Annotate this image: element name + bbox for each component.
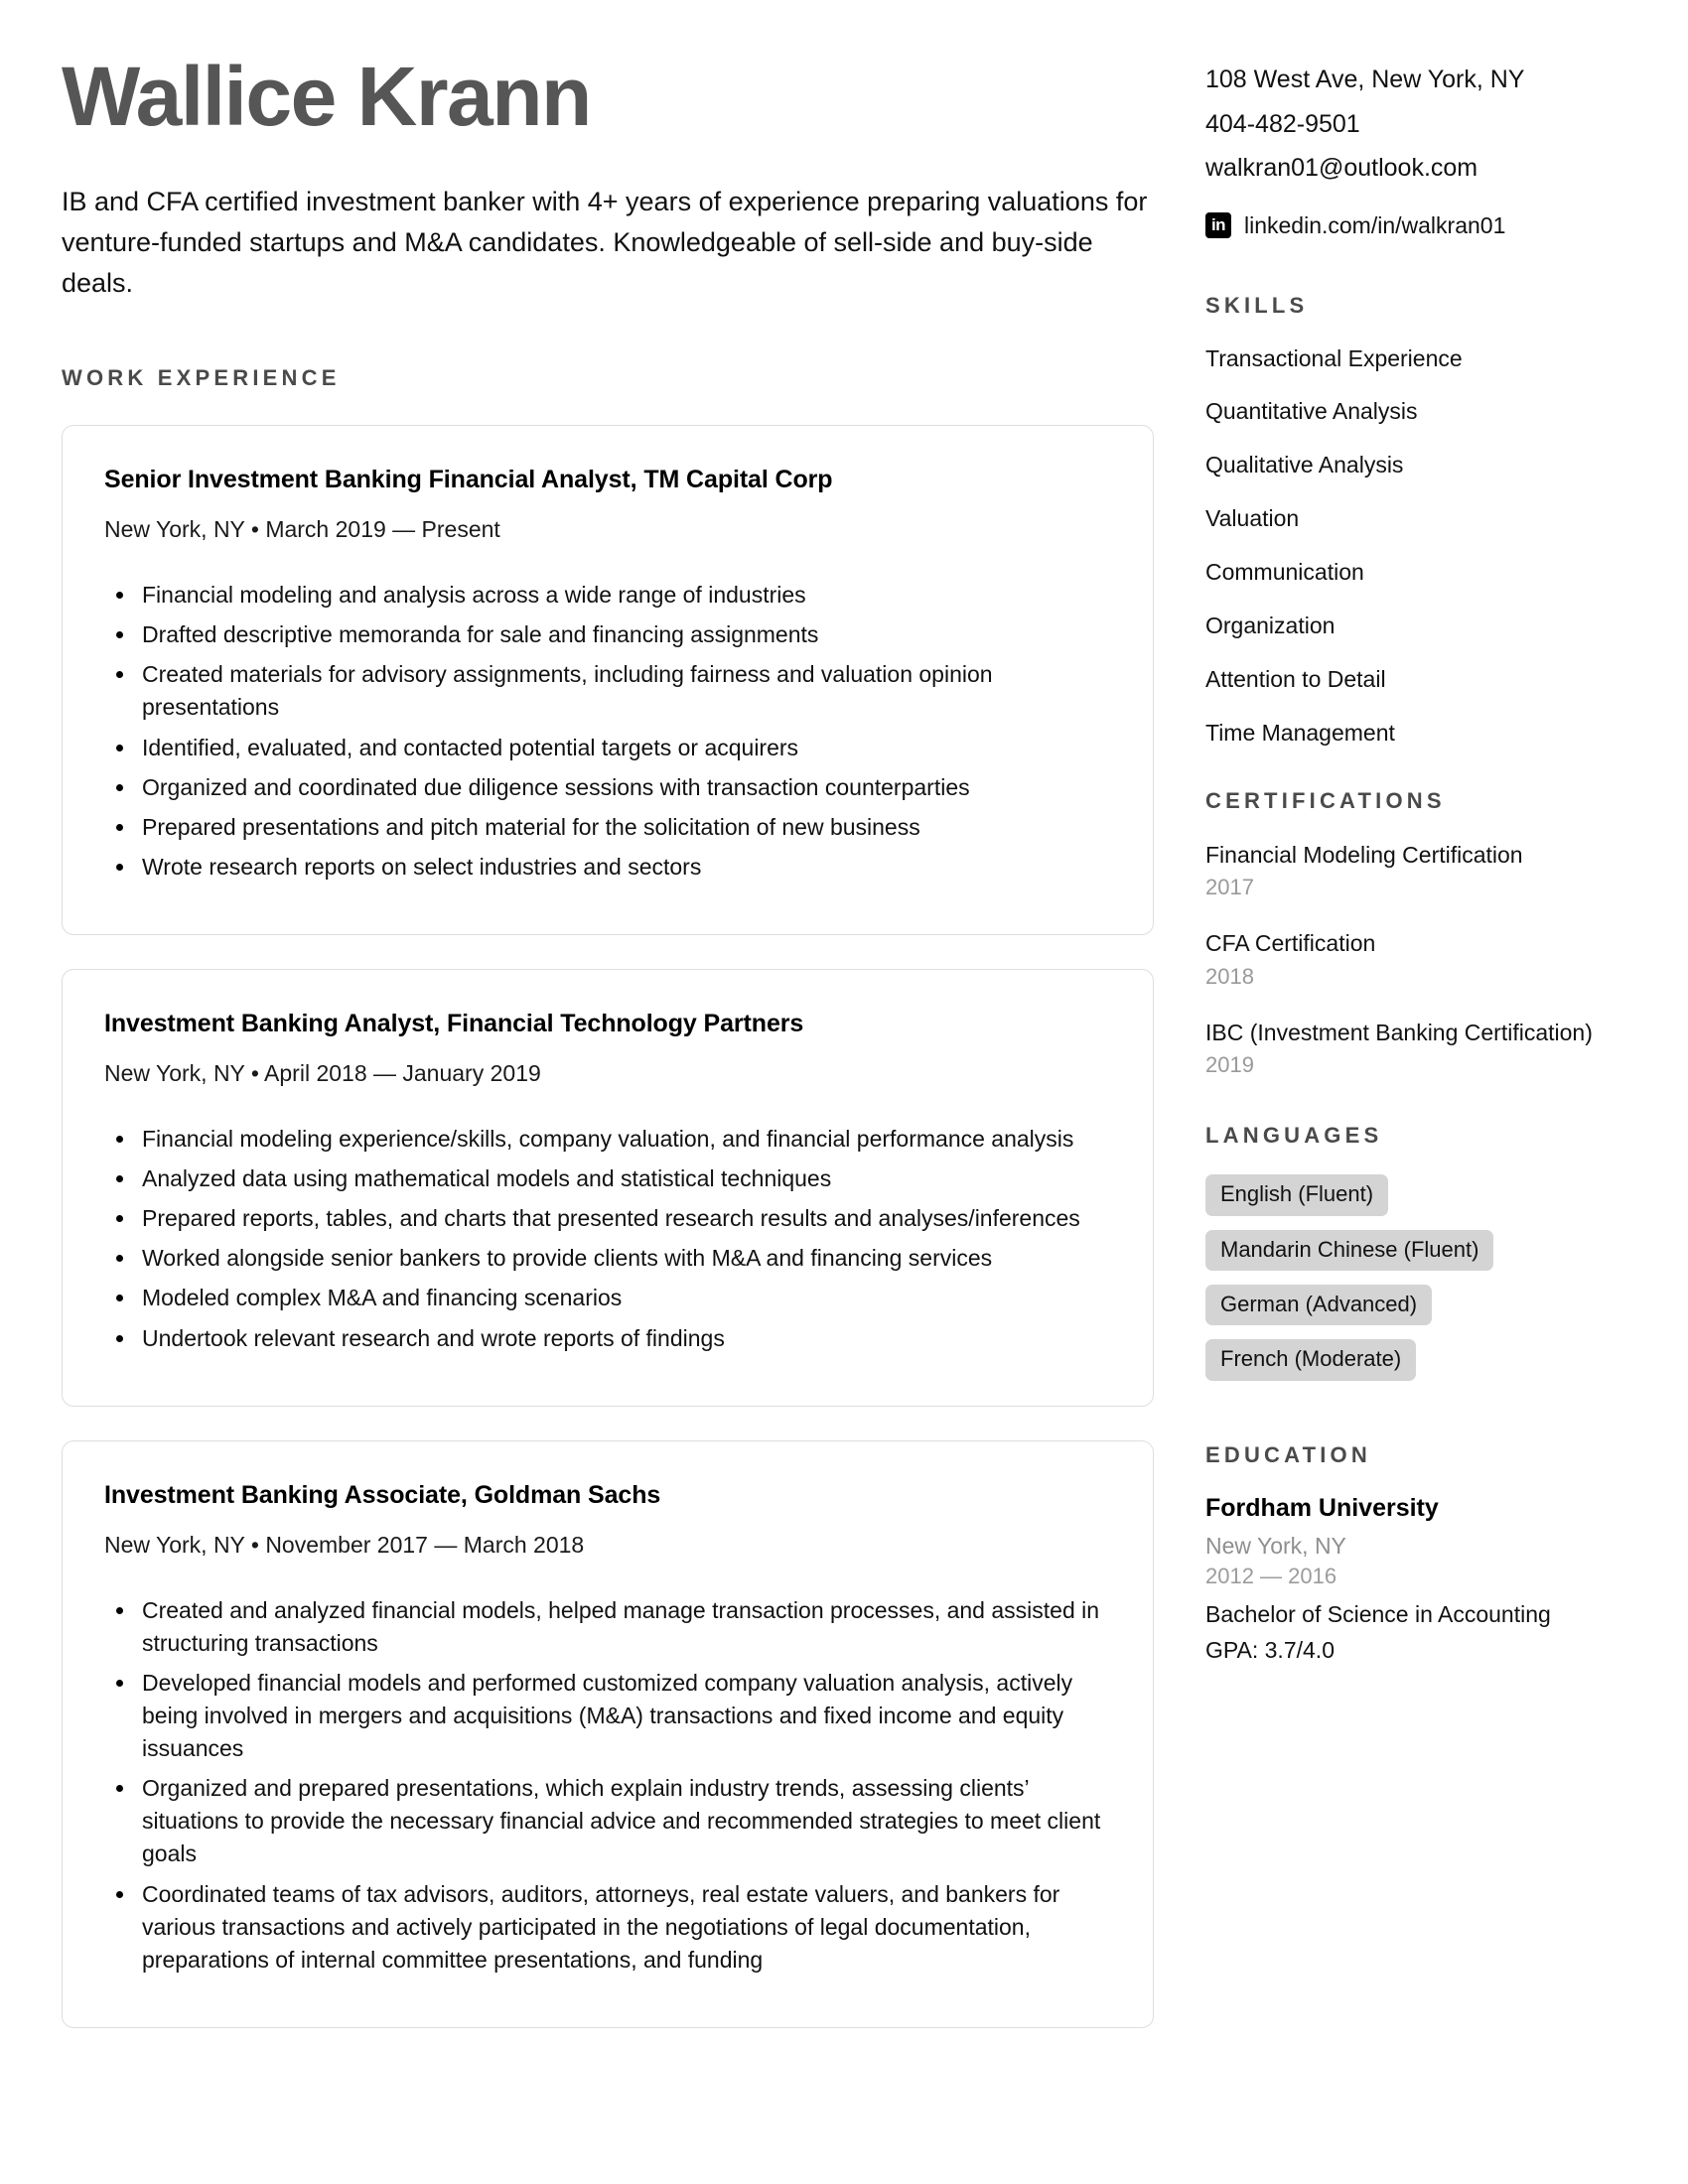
certification-name: CFA Certification [1205,930,1376,957]
job-bullet: Organized and prepared presentations, which explain industry trends, assessing clients’ situations to provide the necessary financial advice and recommended strategies to meet client goals [104,1772,1111,1870]
job-title: Investment Banking Associate, Goldman Sachs [104,1480,661,1509]
job-bullet: Coordinated teams of tax advisors, auditors, attorneys, real estate valuers, and bankers for various transactions and actively participated in the negotiations of legal documentation, preparations of internal committee presentations, and funding [104,1878,1111,1977]
contact-address: 108 West Ave, New York, NY [1205,66,1525,93]
contact-block [1205,63,1622,239]
education-gpa: GPA: 3.7/4.0 [1205,1636,1335,1663]
page-title: Wallice Krann [62,50,591,143]
language-badge: French (Moderate) [1205,1339,1416,1380]
job-title: Investment Banking Analyst, Financial Technology Partners [104,1009,804,1037]
job-bullet: Modeled complex M&A and financing scenarios [104,1282,1111,1314]
main-column [62,50,1205,2184]
job-card [62,1440,1154,2028]
certifications-block [1205,788,1622,1082]
languages-block [1205,1123,1622,1395]
certifications-heading: CERTIFICATIONS [1205,787,1446,813]
job-bullet: Analyzed data using mathematical models and statistical techniques [104,1162,1111,1195]
certification-year: 2019 [1205,1052,1254,1078]
contact-email[interactable]: walkran01@outlook.com [1205,154,1478,182]
certification-item [1205,840,1622,904]
professional-summary: IB and CFA certified investment banker with 4+ years of experience preparing valuations for venture-funded startups and M&A candidates. Knowledgeable of sell-side and buy-side deals. [62,187,1148,299]
job-card [62,969,1154,1407]
certification-item [1205,1018,1622,1082]
job-bullet: Undertook relevant research and wrote reports of findings [104,1322,1111,1355]
job-bullet-list [104,1594,1111,1977]
job-bullet: Created and analyzed financial models, helped manage transaction processes, and assisted in structuring transactions [104,1594,1111,1660]
job-bullet: Financial modeling experience/skills, company valuation, and financial performance analysis [104,1123,1111,1156]
education-block [1205,1442,1622,1664]
job-bullet: Developed financial models and performed customized company valuation analysis, actively being involved in mergers and acquisitions (M&A) transactions and fixed income and equity issuances [104,1667,1111,1765]
language-badge-list [1205,1174,1622,1395]
education-degree: Bachelor of Science in Accounting [1205,1600,1551,1627]
job-card [62,425,1154,935]
job-meta: New York, NY • April 2018 — January 2019 [104,1059,541,1086]
job-bullet: Prepared presentations and pitch material for the solicitation of new business [104,811,1111,844]
certification-name: IBC (Investment Banking Certification) [1205,1019,1593,1045]
skill-item: Valuation [1205,505,1300,532]
skill-item: Quantitative Analysis [1205,398,1418,425]
job-bullet: Drafted descriptive memoranda for sale and financing assignments [104,618,1111,651]
linkedin-icon: in [1205,212,1231,238]
contact-phone: 404-482-9501 [1205,109,1360,138]
job-bullet: Identified, evaluated, and contacted potential targets or acquirers [104,732,1111,764]
job-title: Senior Investment Banking Financial Analyst, TM Capital Corp [104,466,833,494]
certification-name: Financial Modeling Certification [1205,841,1523,868]
education-heading: EDUCATION [1205,1441,1371,1467]
certification-year: 2018 [1205,963,1254,989]
job-bullet: Organized and coordinated due diligence sessions with transaction counterparties [104,771,1111,804]
skill-item: Qualitative Analysis [1205,452,1404,478]
contact-linkedin-row[interactable] [1205,212,1622,239]
job-bullet: Prepared reports, tables, and charts that presented research results and analyses/inferences [104,1202,1111,1235]
work-experience-list [62,425,1154,2028]
skill-item: Transactional Experience [1205,344,1463,371]
skill-item: Organization [1205,612,1336,638]
languages-heading: LANGUAGES [1205,1123,1383,1149]
job-bullet: Created materials for advisory assignments, including fairness and valuation opinion presentations [104,658,1111,724]
skills-heading: SKILLS [1205,292,1309,318]
education-years: 2012 — 2016 [1205,1563,1337,1588]
certification-year: 2017 [1205,875,1254,900]
job-bullet-list [104,579,1111,884]
language-badge: Mandarin Chinese (Fluent) [1205,1230,1493,1271]
language-badge: English (Fluent) [1205,1174,1388,1215]
job-bullet-list [104,1123,1111,1355]
job-bullet: Financial modeling and analysis across a wide range of industries [104,579,1111,612]
job-meta: New York, NY • March 2019 — Present [104,516,500,543]
contact-linkedin-url[interactable]: linkedin.com/in/walkran01 [1244,211,1506,238]
skill-item: Time Management [1205,719,1395,746]
job-meta: New York, NY • November 2017 — March 2018 [104,1531,585,1558]
skills-block [1205,293,1622,749]
work-experience-heading: WORK EXPERIENCE [62,365,341,391]
skill-item: Communication [1205,559,1364,586]
certification-item [1205,928,1622,993]
language-badge: German (Advanced) [1205,1285,1432,1325]
sidebar-column [1205,55,1622,2184]
education-location: New York, NY [1205,1532,1346,1559]
job-bullet: Worked alongside senior bankers to provide clients with M&A and financing services [104,1242,1111,1275]
skill-item: Attention to Detail [1205,665,1386,692]
job-bullet: Wrote research reports on select industries and sectors [104,851,1111,884]
education-school: Fordham University [1205,1493,1439,1522]
